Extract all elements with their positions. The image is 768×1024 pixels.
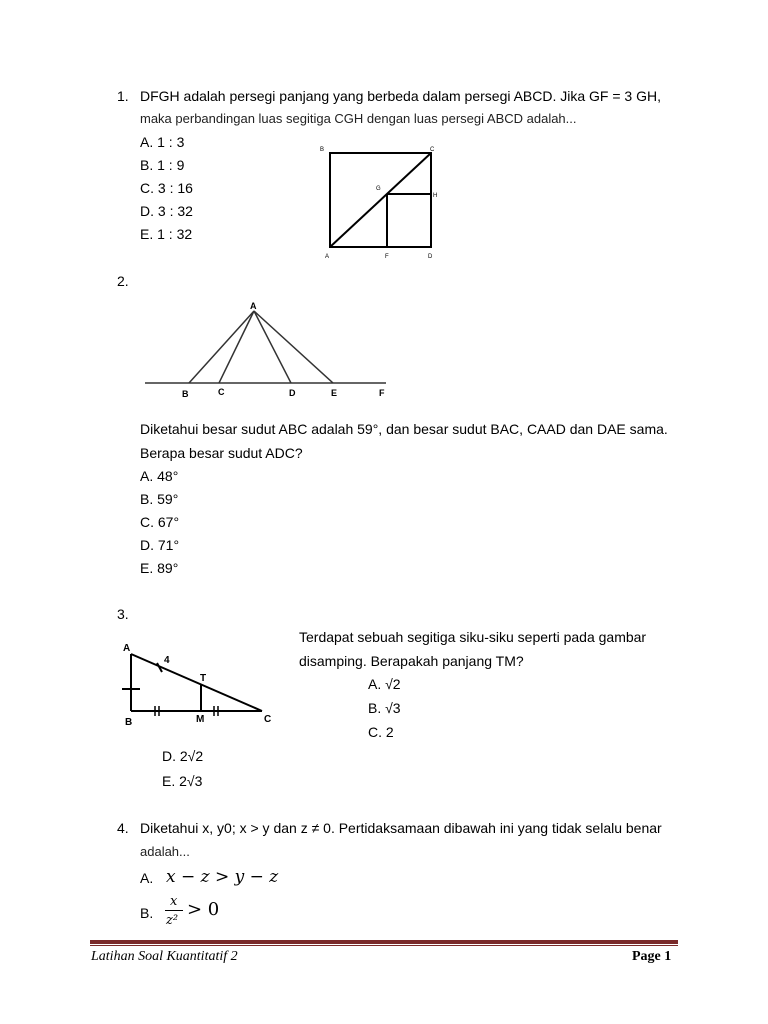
q1-label-a: A [325,254,330,260]
question-2-option-d: D. 71° [140,537,180,553]
question-4-option-b-label: B. [140,905,154,921]
q3-label-t: T [200,673,207,684]
question-4-option-a-expression: x − z > y − z [166,867,279,887]
question-3-option-a: A. √2 [368,676,401,692]
q2-label-b: B [182,389,189,399]
q3-label-4: 4 [164,655,170,666]
footer-rule-thick [90,940,678,944]
question-1-option-e: E. 1 : 32 [140,226,193,242]
question-4-option-b-numerator: x [170,894,178,909]
question-1-option-b: B. 1 : 9 [140,157,185,173]
question-4-option-b-fraction-bar [165,910,183,911]
q1-label-h: H [433,193,438,199]
question-1-number: 1. [117,88,129,104]
question-2-option-e: E. 89° [140,560,179,576]
q3-label-b: B [125,717,133,728]
question-3-text-line2: disamping. Berapakah panjang TM? [299,653,524,669]
question-4-text-line1: Diketahui x, y0; x > y dan z ≠ 0. Pertidaksamaan dibawah ini yang tidak selalu benar [140,820,662,836]
question-4-option-a-label: A. [140,870,154,886]
question-1-option-c: C. 3 : 16 [140,180,193,196]
footer-title: Latihan Soal Kuantitatif 2 [91,949,238,964]
footer-rule-thin [90,945,678,946]
question-2-number: 2. [117,273,129,289]
question-3-option-c: C. 2 [368,724,394,740]
question-4-number: 4. [117,820,129,836]
footer-page-number: Page 1 [632,949,672,964]
q3-label-a: A [123,643,131,654]
question-2-option-b: B. 59° [140,491,179,507]
question-2-text-line1: Diketahui besar sudut ABC adalah 59°, dan besar sudut BAC, CAAD dan DAE sama. [140,421,668,437]
question-4-option-b-denominator: z² [166,913,179,928]
q1-label-c: C [430,147,435,153]
question-1-text-line1: DFGH adalah persegi panjang yang berbeda dalam persegi ABCD. Jika GF = 3 GH, [140,88,662,104]
q2-label-f: F [379,388,385,398]
question-1-text-line2: maka perbandingan luas segitiga CGH dengan luas persegi ABCD adalah... [140,111,577,126]
question-4-text-line2: adalah... [140,844,190,859]
q1-label-b: B [320,147,325,153]
q3-label-m: M [196,714,205,725]
q1-label-f: F [385,254,389,260]
q2-label-c: C [218,387,225,397]
q2-label-d: D [289,388,296,398]
question-3-number: 3. [117,606,129,622]
question-1-option-d: D. 3 : 32 [140,203,193,219]
question-2-text-line2: Berapa besar sudut ADC? [140,445,303,461]
q2-label-a: A [250,301,257,311]
question-2-option-a: A. 48° [140,468,179,484]
question-4-option-b-rest: > 0 [187,899,220,920]
q3-label-c: C [264,714,272,725]
question-3-option-d: D. 2√2 [162,748,204,764]
question-3-text-line1: Terdapat sebuah segitiga siku-siku seperti pada gambar [299,629,647,645]
q1-label-g: G [376,186,381,192]
question-3-option-e: E. 2√3 [162,773,203,789]
question-1-option-a: A. 1 : 3 [140,134,185,150]
question-3-option-b: B. √3 [368,700,401,716]
q1-label-d: D [428,254,433,260]
q2-label-e: E [331,388,338,398]
question-2-option-c: C. 67° [140,514,180,530]
